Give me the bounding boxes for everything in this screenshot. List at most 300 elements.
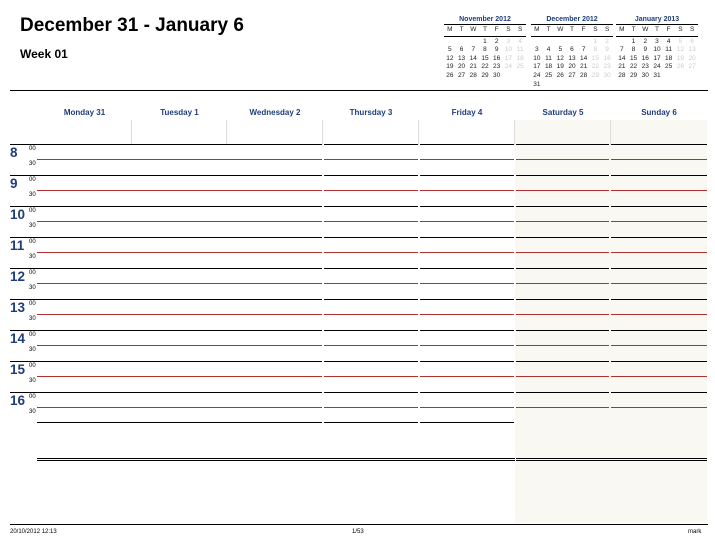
time-slot[interactable] (419, 283, 513, 298)
column-separator (226, 120, 227, 145)
mini-calendar-day[interactable]: 25 (516, 63, 524, 71)
time-slot[interactable] (611, 144, 705, 159)
time-slot[interactable] (132, 206, 225, 221)
time-slot[interactable] (132, 144, 225, 159)
mini-calendar-day[interactable] (686, 72, 698, 81)
time-slot[interactable] (227, 159, 321, 174)
mini-calendar-day[interactable]: 26 (446, 71, 454, 79)
mini-calendar-day[interactable] (616, 38, 628, 47)
time-slot[interactable] (419, 221, 513, 236)
mini-calendar-day[interactable]: 23 (641, 63, 649, 71)
time-slot[interactable] (611, 299, 705, 314)
mini-calendar-day[interactable]: 9 (643, 46, 648, 54)
day-header[interactable]: Tuesday 1 (160, 108, 199, 117)
time-slot[interactable] (37, 376, 130, 391)
mini-calendar-day[interactable]: 14 (580, 54, 588, 62)
mini-calendar-day[interactable]: 5 (678, 37, 683, 45)
time-slot[interactable] (132, 392, 225, 407)
mini-calendar-day[interactable] (531, 38, 543, 47)
time-slot[interactable] (323, 392, 417, 407)
mini-calendar-day[interactable]: 23 (603, 63, 611, 71)
time-slot[interactable] (227, 175, 321, 190)
grid-end-line (420, 422, 514, 423)
time-slot[interactable] (611, 190, 705, 205)
time-slot[interactable] (611, 206, 705, 221)
time-slot[interactable] (515, 144, 609, 159)
time-slot[interactable] (132, 268, 225, 283)
day-header[interactable]: Saturday 5 (542, 108, 584, 117)
time-slot[interactable] (37, 206, 130, 221)
minute-label-00: 00 (29, 394, 36, 400)
mini-calendar-day[interactable]: 19 (446, 63, 454, 71)
time-slot[interactable] (37, 252, 130, 267)
mini-calendar-day[interactable]: 15 (591, 54, 599, 62)
time-slot[interactable] (419, 392, 513, 407)
time-slot[interactable] (132, 330, 225, 345)
mini-calendar-day[interactable] (578, 81, 590, 90)
time-slot[interactable] (227, 268, 321, 283)
mini-calendar-day[interactable]: 26 (676, 63, 684, 71)
time-slot[interactable] (227, 144, 321, 159)
column-separator (418, 120, 419, 145)
mini-calendar-day[interactable]: 10 (533, 54, 541, 62)
mini-calendar-day[interactable]: 22 (629, 63, 638, 71)
day-header[interactable]: Friday 4 (451, 108, 483, 117)
time-slot[interactable] (323, 345, 417, 360)
mini-calendar-day[interactable]: 23 (493, 63, 501, 71)
time-slot[interactable] (515, 252, 609, 267)
mini-calendar-day[interactable]: 6 (570, 46, 574, 54)
time-slot[interactable] (227, 237, 321, 252)
time-slot[interactable] (37, 345, 130, 360)
time-slot[interactable] (37, 361, 130, 376)
mini-calendar-day[interactable]: 9 (494, 46, 499, 54)
column-separator (131, 120, 132, 145)
mini-calendar-day[interactable]: 13 (457, 54, 466, 62)
weekday-header: T (569, 26, 574, 33)
time-slot[interactable] (611, 330, 705, 345)
mini-calendar-day[interactable]: 13 (568, 54, 576, 62)
mini-calendar-day[interactable]: 14 (469, 54, 477, 62)
mini-calendar-day[interactable]: 29 (629, 71, 638, 79)
mini-calendar-day[interactable]: 4 (546, 46, 551, 54)
mini-calendar-rule (531, 24, 613, 25)
weekday-header: S (604, 26, 610, 33)
time-slot[interactable] (323, 144, 417, 159)
time-slot[interactable] (227, 376, 321, 391)
time-slot[interactable] (37, 407, 130, 422)
mini-calendar-day[interactable]: 13 (688, 46, 696, 54)
time-slot[interactable] (132, 407, 225, 422)
weekday-header: S (678, 26, 683, 33)
mini-calendar-day[interactable]: 25 (665, 63, 673, 71)
time-slot[interactable] (515, 237, 609, 252)
time-slot[interactable] (419, 206, 513, 221)
mini-calendar-day[interactable] (514, 72, 526, 81)
mini-calendar-title: November 2012 (459, 16, 511, 23)
mini-calendar-day[interactable] (543, 38, 555, 47)
mini-calendar-day[interactable] (566, 38, 578, 47)
time-slot[interactable] (419, 144, 513, 159)
mini-calendar-day[interactable]: 3 (506, 37, 511, 45)
time-slot[interactable] (515, 361, 609, 376)
mini-calendar-day[interactable]: 6 (459, 46, 464, 54)
time-slot[interactable] (419, 237, 513, 252)
mini-calendar-day[interactable]: 11 (545, 54, 552, 62)
time-slot[interactable] (419, 159, 513, 174)
mini-calendar-day[interactable]: 5 (558, 46, 563, 54)
time-slot[interactable] (132, 361, 225, 376)
minute-label-00: 00 (29, 208, 36, 214)
time-slot[interactable] (515, 299, 609, 314)
time-slot[interactable] (323, 376, 417, 391)
mini-calendar-title: December 2012 (546, 16, 598, 23)
time-slot[interactable] (419, 407, 513, 422)
all-day-divider (37, 458, 515, 459)
time-slot[interactable] (323, 206, 417, 221)
mini-calendar-day[interactable]: 15 (629, 54, 638, 62)
mini-calendar-day[interactable] (503, 72, 515, 81)
time-slot[interactable] (419, 314, 513, 329)
mini-calendar-day[interactable]: 18 (544, 63, 553, 71)
mini-calendar-days (444, 38, 526, 81)
mini-calendar-rule (616, 24, 698, 25)
mini-calendar-day[interactable]: 8 (631, 46, 636, 54)
mini-calendar-day[interactable]: 18 (516, 54, 524, 62)
time-slot[interactable] (611, 268, 705, 283)
time-slot[interactable] (611, 252, 705, 267)
time-slot[interactable] (515, 376, 609, 391)
time-slot[interactable] (515, 314, 609, 329)
weekday-header: S (689, 26, 695, 33)
mini-calendar-day[interactable] (444, 38, 456, 47)
minute-label-00: 00 (29, 332, 36, 338)
mini-calendar-day[interactable]: 31 (533, 80, 541, 88)
mini-calendar-day[interactable]: 24 (504, 63, 512, 71)
time-slot[interactable] (37, 221, 130, 236)
mini-calendar-day[interactable]: 24 (653, 63, 661, 71)
time-slot[interactable] (37, 392, 130, 407)
time-slot[interactable] (611, 175, 705, 190)
mini-calendar-day[interactable]: 8 (483, 46, 487, 54)
mini-calendar-day[interactable]: 1 (483, 37, 487, 45)
time-slot[interactable] (611, 314, 705, 329)
mini-calendar-day[interactable]: 16 (641, 54, 649, 62)
mini-calendar-day[interactable]: 12 (676, 46, 684, 54)
mini-calendar-day[interactable]: 12 (446, 54, 454, 62)
time-slot[interactable] (37, 299, 130, 314)
time-slot[interactable] (419, 268, 513, 283)
time-slot[interactable] (323, 314, 417, 329)
footer-user: mark (688, 529, 702, 535)
mini-calendar-day[interactable]: 22 (481, 63, 489, 71)
time-slot[interactable] (611, 407, 705, 422)
mini-calendar-day[interactable]: 20 (688, 54, 696, 62)
time-slot[interactable] (132, 376, 225, 391)
mini-calendar-day[interactable] (543, 81, 555, 90)
mini-calendar-day[interactable]: 24 (533, 71, 541, 79)
minute-label-00: 00 (29, 177, 36, 183)
minute-label-30: 30 (29, 223, 36, 229)
weekday-header: F (581, 26, 586, 33)
mini-calendar-day[interactable]: 26 (556, 71, 564, 79)
mini-calendar-day[interactable]: 3 (655, 37, 659, 45)
time-slot[interactable] (323, 361, 417, 376)
time-slot[interactable] (611, 392, 705, 407)
weekday-header: T (459, 26, 464, 33)
mini-calendar-day[interactable] (601, 81, 613, 90)
mini-calendar-rule (444, 24, 526, 25)
day-header[interactable]: Monday 31 (63, 108, 106, 117)
header-divider (10, 90, 708, 91)
mini-calendar-day[interactable]: 30 (493, 71, 501, 79)
mini-calendar-grid (616, 26, 698, 35)
mini-calendar-day[interactable]: 11 (516, 46, 524, 54)
time-slot[interactable] (132, 345, 225, 360)
time-slot[interactable] (132, 299, 225, 314)
mini-calendar-grid (531, 26, 613, 35)
time-slot[interactable] (323, 330, 417, 345)
mini-calendar-day[interactable]: 17 (504, 54, 512, 62)
mini-calendar-day[interactable]: 16 (603, 54, 611, 62)
weekday-header: T (631, 26, 636, 33)
mini-calendar-day[interactable]: 29 (591, 71, 599, 79)
mini-calendar-day[interactable]: 9 (605, 46, 609, 54)
mini-calendar-day[interactable]: 21 (469, 63, 477, 71)
mini-calendar-day[interactable]: 5 (448, 46, 452, 54)
time-slot[interactable] (323, 190, 417, 205)
mini-calendar-day[interactable]: 10 (504, 46, 512, 54)
mini-calendar-day[interactable]: 27 (457, 71, 466, 79)
time-slot[interactable] (227, 407, 321, 422)
time-slot[interactable] (323, 237, 417, 252)
mini-calendar-day[interactable]: 18 (665, 54, 673, 62)
mini-calendar-grid (444, 26, 526, 35)
time-slot[interactable] (227, 252, 321, 267)
time-slot[interactable] (132, 237, 225, 252)
mini-calendar-day[interactable]: 19 (556, 63, 564, 71)
time-slot[interactable] (611, 283, 705, 298)
time-slot[interactable] (515, 268, 609, 283)
hour-label: 13 (10, 300, 26, 315)
mini-calendar-rule (531, 36, 613, 37)
time-slot[interactable] (227, 361, 321, 376)
minute-label-30: 30 (29, 347, 36, 353)
day-header[interactable]: Sunday 6 (641, 108, 677, 117)
time-slot[interactable] (419, 190, 513, 205)
time-slot[interactable] (227, 206, 321, 221)
time-slot[interactable] (37, 159, 130, 174)
mini-calendar-day[interactable]: 19 (676, 54, 684, 62)
time-slot[interactable] (227, 190, 321, 205)
mini-calendar-day[interactable] (566, 81, 578, 90)
weekday-header: S (593, 26, 598, 33)
mini-calendar-day[interactable]: 8 (593, 46, 598, 54)
time-slot[interactable] (419, 330, 513, 345)
minute-label-30: 30 (29, 161, 36, 167)
hour-label: 16 (10, 393, 26, 408)
time-slot[interactable] (132, 159, 225, 174)
mini-calendar-day[interactable] (554, 38, 566, 47)
mini-calendar-rule (616, 36, 698, 37)
weekday-header: T (654, 26, 659, 33)
time-slot[interactable] (515, 175, 609, 190)
time-slot[interactable] (227, 392, 321, 407)
time-slot[interactable] (515, 407, 609, 422)
mini-calendar-day[interactable]: 17 (653, 54, 661, 62)
time-slot[interactable] (611, 221, 705, 236)
day-header[interactable]: Wednesday 2 (249, 108, 301, 117)
minute-label-30: 30 (29, 409, 36, 415)
mini-calendar-day[interactable]: 30 (641, 71, 649, 79)
mini-calendar-day[interactable]: 28 (618, 71, 626, 79)
weekday-header: T (482, 26, 487, 33)
mini-calendar-day[interactable]: 21 (580, 63, 588, 71)
time-slot[interactable] (132, 190, 225, 205)
time-slot[interactable] (37, 330, 130, 345)
time-slot[interactable] (611, 376, 705, 391)
time-slot[interactable] (132, 252, 225, 267)
time-slot[interactable] (37, 283, 130, 298)
mini-calendar-day[interactable]: 20 (457, 63, 466, 71)
minute-label-00: 00 (29, 270, 36, 276)
mini-calendar-day[interactable] (675, 72, 687, 81)
minute-label-30: 30 (29, 254, 36, 260)
mini-calendar-day[interactable] (554, 81, 566, 90)
time-slot[interactable] (37, 190, 130, 205)
time-slot[interactable] (37, 268, 130, 283)
mini-calendar-day[interactable]: 6 (690, 37, 694, 45)
time-slot[interactable] (132, 221, 225, 236)
time-slot[interactable] (611, 237, 705, 252)
mini-calendar (444, 15, 526, 81)
mini-calendar-day[interactable]: 27 (688, 63, 696, 71)
time-slot[interactable] (515, 345, 609, 360)
mini-calendar (616, 15, 698, 81)
time-slot[interactable] (132, 314, 225, 329)
mini-calendar-day[interactable]: 21 (618, 63, 626, 71)
weekday-header: W (557, 26, 564, 33)
time-slot[interactable] (323, 221, 417, 236)
time-slot[interactable] (323, 299, 417, 314)
mini-calendar-day[interactable]: 29 (481, 71, 489, 79)
mini-calendar-day[interactable]: 1 (593, 37, 598, 45)
mini-calendar-day[interactable] (663, 72, 675, 81)
time-slot[interactable] (419, 175, 513, 190)
time-slot[interactable] (515, 330, 609, 345)
time-slot[interactable] (37, 314, 130, 329)
time-slot[interactable] (227, 299, 321, 314)
time-slot[interactable] (323, 159, 417, 174)
time-slot[interactable] (419, 252, 513, 267)
time-slot[interactable] (323, 283, 417, 298)
mini-calendar-day[interactable]: 25 (544, 71, 553, 79)
mini-calendar-day[interactable] (590, 81, 602, 90)
time-slot[interactable] (515, 206, 609, 221)
time-slot[interactable] (323, 175, 417, 190)
all-day-divider (516, 458, 707, 459)
time-slot[interactable] (419, 299, 513, 314)
time-slot[interactable] (419, 376, 513, 391)
mini-calendar-day[interactable]: 15 (481, 54, 489, 62)
minute-label-00: 00 (29, 146, 36, 152)
time-slot[interactable] (132, 175, 225, 190)
time-slot[interactable] (611, 345, 705, 360)
hour-label: 12 (10, 269, 26, 284)
time-slot[interactable] (227, 283, 321, 298)
time-slot[interactable] (227, 314, 321, 329)
mini-calendar-day[interactable]: 3 (535, 46, 539, 54)
time-slot[interactable] (323, 407, 417, 422)
time-slot[interactable] (227, 345, 321, 360)
mini-calendar-day[interactable] (578, 38, 590, 47)
time-slot[interactable] (611, 361, 705, 376)
mini-calendar-day[interactable]: 31 (653, 71, 661, 79)
mini-calendar-day[interactable]: 28 (580, 71, 588, 79)
mini-calendar-day[interactable] (467, 38, 479, 47)
mini-calendar-day[interactable]: 2 (605, 37, 609, 45)
time-slot[interactable] (515, 283, 609, 298)
time-slot[interactable] (611, 159, 705, 174)
mini-calendar-day[interactable]: 7 (620, 46, 624, 54)
grid-end-line (324, 422, 418, 423)
time-slot[interactable] (132, 283, 225, 298)
mini-calendar-day[interactable]: 20 (568, 63, 576, 71)
time-slot[interactable] (515, 221, 609, 236)
mini-calendar-day[interactable]: 10 (653, 46, 661, 54)
mini-calendar-day[interactable]: 16 (493, 54, 501, 62)
mini-calendar-day[interactable] (456, 38, 468, 47)
hour-label: 10 (10, 207, 26, 222)
time-slot[interactable] (37, 175, 130, 190)
mini-calendar-day[interactable]: 11 (665, 46, 673, 54)
mini-calendar-day[interactable]: 2 (494, 37, 499, 45)
grid-end-line (37, 422, 322, 423)
time-slot[interactable] (37, 144, 130, 159)
weekday-header: T (546, 26, 551, 33)
day-header[interactable]: Thursday 3 (349, 108, 393, 117)
time-slot[interactable] (419, 361, 513, 376)
footer-divider (10, 524, 708, 525)
mini-calendar-day[interactable]: 4 (518, 37, 522, 45)
time-slot[interactable] (515, 159, 609, 174)
mini-calendar-day[interactable]: 12 (556, 54, 564, 62)
hour-label: 15 (10, 362, 26, 377)
mini-calendar-day[interactable]: 7 (471, 46, 476, 54)
mini-calendar-day[interactable]: 22 (591, 63, 599, 71)
mini-calendar-day[interactable]: 7 (581, 46, 586, 54)
mini-calendar-day[interactable]: 17 (533, 63, 541, 71)
time-slot[interactable] (227, 221, 321, 236)
footer-page-number: 1/53 (352, 529, 364, 535)
time-slot[interactable] (323, 252, 417, 267)
mini-calendar-day[interactable]: 4 (666, 37, 671, 45)
time-slot[interactable] (419, 345, 513, 360)
mini-calendar-day[interactable]: 27 (568, 71, 576, 79)
mini-calendar-day[interactable]: 28 (469, 71, 477, 79)
time-slot[interactable] (323, 268, 417, 283)
mini-calendar-day[interactable]: 2 (643, 37, 648, 45)
time-slot[interactable] (37, 237, 130, 252)
time-slot[interactable] (515, 190, 609, 205)
weekday-header: S (517, 26, 523, 33)
time-slot[interactable] (515, 392, 609, 407)
mini-calendar-day[interactable]: 14 (618, 54, 626, 62)
mini-calendar-day[interactable]: 30 (603, 71, 611, 79)
column-separator (610, 120, 611, 145)
mini-calendar-day[interactable]: 1 (631, 37, 636, 45)
time-slot[interactable] (227, 330, 321, 345)
